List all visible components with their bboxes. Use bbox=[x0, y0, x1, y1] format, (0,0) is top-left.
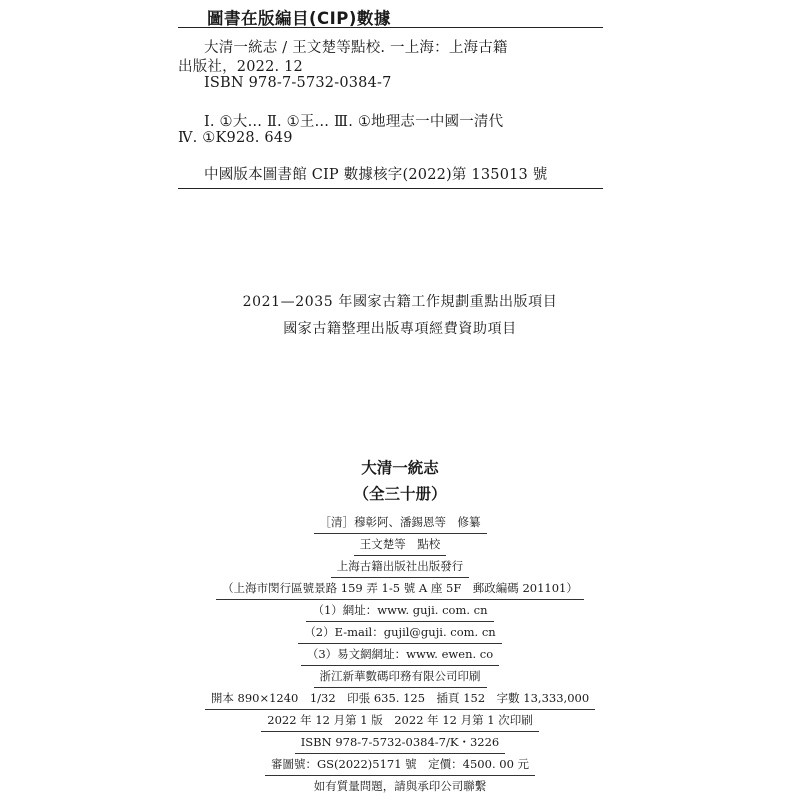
colophon-ewen-site: （3）易文網網址：www. ewen. co bbox=[301, 643, 499, 666]
cip-line-record: 中國版本圖書館 CIP 數據核字(2022)第 135013 號 bbox=[204, 167, 548, 183]
colophon-publisher: 上海古籍出版社出版發行 bbox=[331, 555, 470, 578]
book-title: 大清一統志 bbox=[361, 459, 439, 477]
colophon-price: 審圖號：GS(2022)5171 號 定價：4500. 00 元 bbox=[265, 753, 535, 776]
cip-line-clc: Ⅳ. ①K928. 649 bbox=[178, 130, 293, 146]
colophon bbox=[0, 455, 800, 797]
cip-top-rule bbox=[178, 27, 603, 28]
colophon-authors: ［清］穆彰阿、潘錫恩等 修纂 bbox=[314, 511, 487, 534]
cip-bottom-rule bbox=[178, 188, 603, 189]
colophon-address: （上海市閔行區號景路 159 弄 1-5 號 A 座 5F 郵政編碼 201101） bbox=[216, 577, 584, 600]
colophon-quality-notice: 如有質量問題，請與承印公司聯繫 bbox=[313, 779, 487, 793]
cip-line-publisher: 出版社，2022. 12 bbox=[178, 59, 303, 75]
cip-line-isbn: ISBN 978-7-5732-0384-7 bbox=[204, 75, 392, 91]
book-subtitle: （全三十册） bbox=[353, 485, 447, 503]
colophon-editors: 王文楚等 點校 bbox=[354, 533, 447, 556]
colophon-website: （1）網址：www. guji. com. cn bbox=[306, 599, 493, 622]
colophon-isbn: ISBN 978-7-5732-0384-7/K・3226 bbox=[295, 731, 505, 754]
colophon-edition: 2022 年 12 月第 1 版 2022 年 12 月第 1 次印刷 bbox=[261, 709, 539, 732]
project-line-funding: 國家古籍整理出版專項經費資助項目 bbox=[283, 321, 517, 337]
cip-heading: 圖書在版編目(CIP)數據 bbox=[207, 9, 391, 28]
cip-line-classification: Ⅰ. ①大… Ⅱ. ①王… Ⅲ. ①地理志一中國一清代 bbox=[204, 114, 504, 130]
colophon-format: 開本 890×1240 1/32 印張 635. 125 插頁 152 字數 13,333,000 bbox=[205, 687, 595, 710]
colophon-printer: 浙江新華數碼印務有限公司印刷 bbox=[314, 665, 487, 688]
colophon-email: （2）E-mail：gujil@guji. com. cn bbox=[298, 621, 501, 644]
cip-line-title: 大清一統志 / 王文楚等點校. 一上海：上海古籍 bbox=[204, 40, 508, 56]
project-line-plan: 2021—2035 年國家古籍工作規劃重點出版項目 bbox=[242, 294, 558, 310]
